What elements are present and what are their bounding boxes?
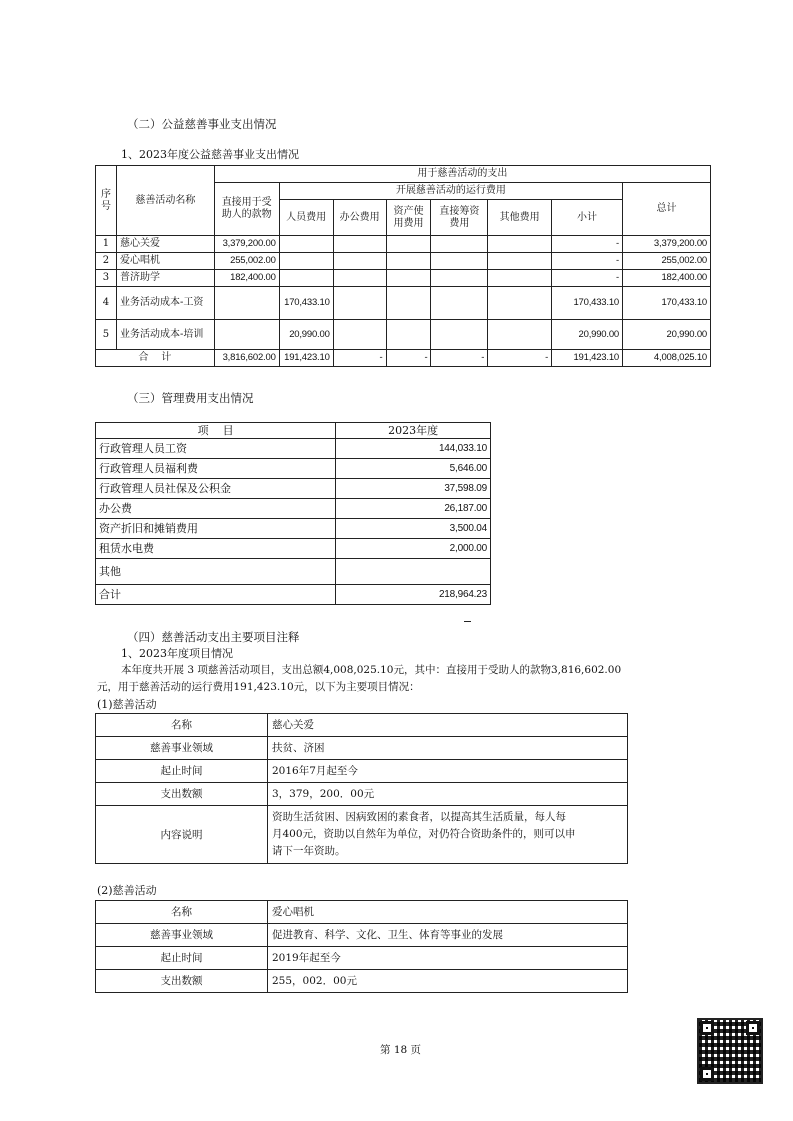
col-fundraise: 直接筹资费用 — [431, 200, 488, 236]
header-top: 用于慈善活动的支出 — [214, 166, 710, 183]
page-number: 第 18 页 — [380, 1044, 422, 1056]
value-amount: 3，379，200．00元 — [268, 783, 628, 806]
row-asset — [386, 236, 431, 253]
item-label: 行政管理人员社保及公积金 — [96, 479, 336, 499]
value-amount: 255，002．00元 — [268, 970, 628, 993]
row-direct: 255,002.00 — [214, 253, 279, 270]
value-field: 扶贫、济困 — [268, 737, 628, 760]
item-label: 资产折旧和摊销费用 — [96, 519, 336, 539]
table-row — [96, 806, 628, 864]
total-subtotal: 191,423.10 — [552, 350, 623, 367]
row-no: 1 — [96, 236, 117, 253]
row-subtotal: 170,433.10 — [552, 287, 623, 320]
key-amount: 支出数额 — [96, 783, 268, 806]
summary-line-1: 本年度共开展 3 项慈善活动项目，支出总额4,008,025.10元，其中：直接用于受助人的款物3,816,602.00 — [121, 664, 622, 676]
item-label: 其他 — [96, 559, 336, 585]
table-row — [96, 760, 628, 783]
row-direct: 182,400.00 — [214, 270, 279, 287]
row-office — [333, 236, 386, 253]
item-label: 合计 — [96, 585, 336, 605]
total-fund: - — [431, 350, 488, 367]
item-value: 218,964.23 — [336, 585, 491, 605]
value-name: 慈心关爱 — [268, 714, 628, 737]
desc-line: 请下一年资助。 — [272, 845, 346, 857]
item-label: 租赁水电费 — [96, 539, 336, 559]
table1-title: 1、2023年度公益慈善事业支出情况 — [121, 148, 299, 161]
row-subtotal: - — [552, 270, 623, 287]
item-value: 2,000.00 — [336, 539, 491, 559]
row-office — [333, 287, 386, 320]
total-row — [96, 350, 711, 367]
table-row — [96, 479, 491, 499]
table-row — [96, 924, 628, 947]
item-value: 5,646.00 — [336, 459, 491, 479]
activity2-heading: (2)慈善活动 — [97, 884, 157, 897]
row-asset — [386, 253, 431, 270]
item-value: 3,500.04 — [336, 519, 491, 539]
sub1-title: 1、2023年度项目情况 — [121, 647, 233, 660]
total-other: - — [488, 350, 552, 367]
total-direct: 3,816,602.00 — [214, 350, 279, 367]
table-row — [96, 499, 491, 519]
table-row — [96, 539, 491, 559]
row-total: 170,433.10 — [623, 287, 711, 320]
desc-line: 资助生活贫困、因病致困的素食者，以提高其生活质量，每人每 — [272, 811, 566, 823]
col-asset: 资产使用费用 — [386, 200, 431, 236]
col-no: 序号 — [96, 166, 117, 236]
row-name: 业务活动成本-工资 — [116, 287, 214, 320]
section3-title: （三）管理费用支出情况 — [127, 391, 254, 405]
row-other — [488, 270, 552, 287]
table-row — [96, 287, 711, 320]
table-row — [96, 783, 628, 806]
activity1-table — [95, 713, 628, 864]
row-no: 5 — [96, 320, 117, 350]
item-label: 行政管理人员工资 — [96, 439, 336, 459]
table-row — [96, 559, 491, 585]
summary-line-2: 元，用于慈善活动的运行费用191,423.10元，以下为主要项目情况： — [97, 681, 420, 693]
total-staff: 191,423.10 — [279, 350, 333, 367]
row-name: 爱心唱机 — [116, 253, 214, 270]
row-asset — [386, 270, 431, 287]
total-total: 4,008,025.10 — [623, 350, 711, 367]
item-value: 37,598.09 — [336, 479, 491, 499]
col-subtotal: 小计 — [552, 200, 623, 236]
item-label: 行政管理人员福利费 — [96, 459, 336, 479]
row-other — [488, 320, 552, 350]
row-subtotal: 20,990.00 — [552, 320, 623, 350]
value-name: 爱心唱机 — [268, 901, 628, 924]
table-row — [96, 236, 711, 253]
stray-mark — [464, 621, 471, 622]
row-office — [333, 320, 386, 350]
management-expense-table — [95, 422, 491, 605]
item-value — [336, 559, 491, 585]
desc-line: 月400元，资助以自然年为单位，对仍符合资助条件的，则可以申 — [272, 828, 576, 840]
row-office — [333, 253, 386, 270]
row-name: 慈心关爱 — [116, 236, 214, 253]
col-year: 2023年度 — [336, 423, 491, 439]
key-period: 起止时间 — [96, 947, 268, 970]
row-fund — [431, 236, 488, 253]
col-total: 总计 — [623, 183, 711, 236]
table-row — [96, 970, 628, 993]
key-name: 名称 — [96, 714, 268, 737]
col-direct: 直接用于受助人的款物 — [214, 183, 279, 236]
col-office: 办公费用 — [333, 200, 386, 236]
table-row — [96, 253, 711, 270]
col-other: 其他费用 — [488, 200, 552, 236]
row-staff — [279, 236, 333, 253]
value-period: 2016年7月起至今 — [268, 760, 628, 783]
table-row — [96, 320, 711, 350]
section4-title: （四）慈善活动支出主要项目注释 — [127, 630, 300, 644]
row-staff: 170,433.10 — [279, 287, 333, 320]
row-staff — [279, 270, 333, 287]
key-field: 慈善事业领域 — [96, 924, 268, 947]
table-row — [96, 519, 491, 539]
row-staff — [279, 253, 333, 270]
row-office — [333, 270, 386, 287]
charity-expense-table — [95, 165, 711, 367]
item-label: 办公费 — [96, 499, 336, 519]
row-staff: 20,990.00 — [279, 320, 333, 350]
row-other — [488, 236, 552, 253]
key-name: 名称 — [96, 901, 268, 924]
key-field: 慈善事业领域 — [96, 737, 268, 760]
row-name: 普济助学 — [116, 270, 214, 287]
row-direct — [214, 287, 279, 320]
value-field: 促进教育、科学、文化、卫生、体育等事业的发展 — [268, 924, 628, 947]
item-value: 26,187.00 — [336, 499, 491, 519]
row-direct: 3,379,200.00 — [214, 236, 279, 253]
row-total: 20,990.00 — [623, 320, 711, 350]
col-staff: 人员费用 — [279, 200, 333, 236]
table-row — [96, 459, 491, 479]
row-direct — [214, 320, 279, 350]
item-value: 144,033.10 — [336, 439, 491, 459]
total-asset: - — [386, 350, 431, 367]
row-no: 2 — [96, 253, 117, 270]
value-period: 2019年起至今 — [268, 947, 628, 970]
total-label: 合 计 — [96, 350, 215, 367]
row-no: 3 — [96, 270, 117, 287]
row-fund — [431, 320, 488, 350]
table-row — [96, 714, 628, 737]
col-item: 项 目 — [96, 423, 336, 439]
total-office: - — [333, 350, 386, 367]
row-total: 3,379,200.00 — [623, 236, 711, 253]
col-name: 慈善活动名称 — [116, 166, 214, 236]
row-other — [488, 253, 552, 270]
table-row — [96, 439, 491, 459]
row-subtotal: - — [552, 253, 623, 270]
key-desc: 内容说明 — [96, 806, 268, 864]
section2-title: （二）公益慈善事业支出情况 — [127, 117, 277, 131]
table-row — [96, 585, 491, 605]
row-fund — [431, 287, 488, 320]
table-row — [96, 737, 628, 760]
key-period: 起止时间 — [96, 760, 268, 783]
row-no: 4 — [96, 287, 117, 320]
table-row — [96, 947, 628, 970]
row-other — [488, 287, 552, 320]
row-asset — [386, 287, 431, 320]
row-fund — [431, 270, 488, 287]
qr-code-icon — [697, 1018, 763, 1084]
table-row — [96, 901, 628, 924]
row-fund — [431, 253, 488, 270]
row-total: 255,002.00 — [623, 253, 711, 270]
row-total: 182,400.00 — [623, 270, 711, 287]
row-subtotal: - — [552, 236, 623, 253]
row-name: 业务活动成本-培训 — [116, 320, 214, 350]
key-amount: 支出数额 — [96, 970, 268, 993]
value-desc — [268, 806, 628, 864]
activity2-table — [95, 900, 628, 993]
table-row — [96, 270, 711, 287]
header-sub: 开展慈善活动的运行费用 — [279, 183, 622, 200]
row-asset — [386, 320, 431, 350]
activity1-heading: (1)慈善活动 — [97, 698, 157, 711]
